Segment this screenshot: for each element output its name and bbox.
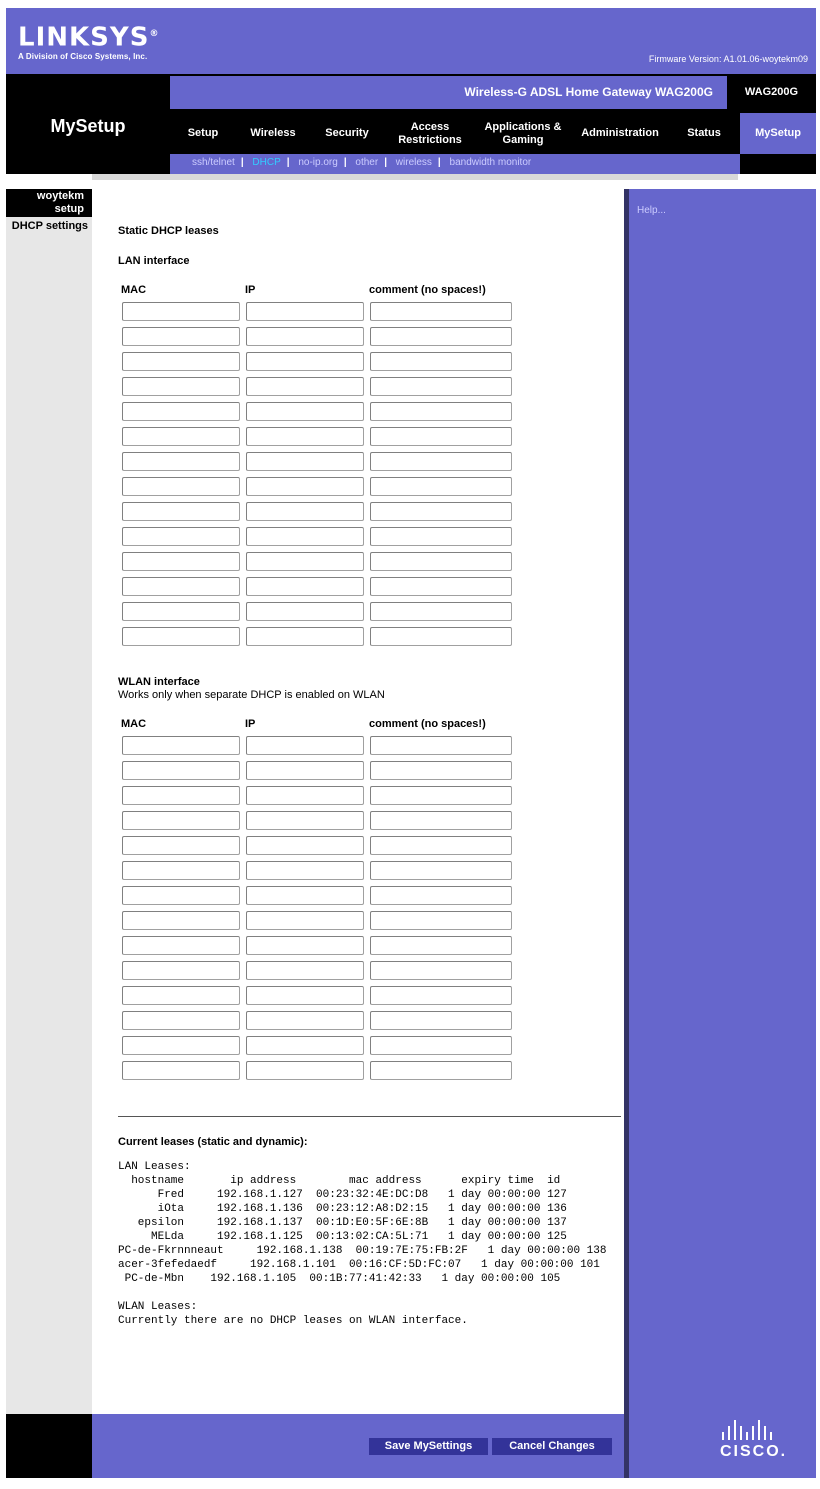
wlan-mac-field[interactable]	[122, 961, 240, 980]
lan-comment-field[interactable]	[370, 427, 512, 446]
lan-ip-field[interactable]	[246, 402, 364, 421]
lan-ip-field[interactable]	[246, 452, 364, 471]
registered-mark: ®	[149, 29, 160, 39]
wlan-mac-field[interactable]	[122, 911, 240, 930]
leases-divider	[118, 1116, 621, 1117]
nav-security[interactable]: Security	[325, 127, 369, 139]
lan-ip-field[interactable]	[246, 427, 364, 446]
wlan-ip-field[interactable]	[246, 861, 364, 880]
wlan-mac-field[interactable]	[122, 836, 240, 855]
subnav-bandwidth-monitor[interactable]: bandwidth monitor	[449, 157, 532, 168]
subnav-separator: |	[286, 157, 290, 168]
page-title: Static DHCP leases	[118, 225, 219, 237]
wlan-comment-field[interactable]	[370, 1036, 512, 1055]
lan-comment-field[interactable]	[370, 527, 512, 546]
wlan-comment-field[interactable]	[370, 1011, 512, 1030]
cisco-logo	[720, 1420, 787, 1461]
lan-ip-field[interactable]	[246, 602, 364, 621]
lan-col-ip: IP	[245, 284, 256, 296]
wlan-ip-field[interactable]	[246, 761, 364, 780]
lan-mac-field[interactable]	[122, 602, 240, 621]
wlan-mac-field[interactable]	[122, 811, 240, 830]
lan-comment-field[interactable]	[370, 402, 512, 421]
lan-mac-field[interactable]	[122, 402, 240, 421]
lan-ip-field[interactable]	[246, 377, 364, 396]
lan-ip-field[interactable]	[246, 352, 364, 371]
wlan-comment-field[interactable]	[370, 736, 512, 755]
wlan-col-ip: IP	[245, 718, 256, 730]
content-top-rule-highlight	[92, 180, 738, 183]
lan-comment-field[interactable]	[370, 327, 512, 346]
lan-ip-field[interactable]	[246, 527, 364, 546]
wlan-mac-field[interactable]	[122, 761, 240, 780]
wlan-ip-field[interactable]	[246, 986, 364, 1005]
wlan-ip-field[interactable]	[246, 1061, 364, 1080]
subnav-separator: |	[437, 157, 441, 168]
lan-ip-field[interactable]	[246, 477, 364, 496]
brand-name: LINKSYS	[18, 22, 150, 53]
wlan-mac-field[interactable]	[122, 936, 240, 955]
help-link[interactable]: Help...	[637, 205, 666, 216]
wlan-ip-field[interactable]	[246, 836, 364, 855]
wlan-col-comment: comment (no spaces!)	[369, 718, 486, 730]
wlan-comment-field[interactable]	[370, 811, 512, 830]
brand-tagline: A Division of Cisco Systems, Inc.	[18, 51, 148, 61]
lan-comment-field[interactable]	[370, 377, 512, 396]
wlan-ip-field[interactable]	[246, 1036, 364, 1055]
lan-mac-field[interactable]	[122, 552, 240, 571]
wlan-ip-field[interactable]	[246, 736, 364, 755]
lan-ip-field[interactable]	[246, 577, 364, 596]
nav-mysetup[interactable]: MySetup	[755, 127, 801, 139]
lan-mac-field[interactable]	[122, 627, 240, 646]
wlan-ip-field[interactable]	[246, 911, 364, 930]
subnav-separator: |	[343, 157, 347, 168]
cisco-wordmark: CISCO.	[720, 1443, 788, 1460]
lan-mac-field[interactable]	[122, 477, 240, 496]
wlan-mac-field[interactable]	[122, 1061, 240, 1080]
wlan-ip-field[interactable]	[246, 961, 364, 980]
subnav-ssh-telnet[interactable]: ssh/telnet	[192, 157, 235, 168]
lan-comment-field[interactable]	[370, 552, 512, 571]
nav-setup[interactable]: Setup	[187, 127, 219, 139]
lan-comment-field[interactable]	[370, 627, 512, 646]
subnav-wireless[interactable]: wireless	[395, 157, 432, 168]
wlan-mac-field[interactable]	[122, 786, 240, 805]
subnav-no-ip-org[interactable]: no-ip.org	[298, 157, 338, 168]
lan-ip-field[interactable]	[246, 502, 364, 521]
lan-mac-field[interactable]	[122, 577, 240, 596]
lan-mac-field[interactable]	[122, 527, 240, 546]
wlan-comment-field[interactable]	[370, 761, 512, 780]
nav-administration[interactable]: Administration	[581, 127, 659, 139]
wlan-note: Works only when separate DHCP is enabled on WLAN	[118, 689, 385, 701]
subnav-other[interactable]: other	[355, 157, 379, 168]
wlan-comment-field[interactable]	[370, 911, 512, 930]
wlan-ip-field[interactable]	[246, 786, 364, 805]
lan-mac-field[interactable]	[122, 427, 240, 446]
lan-comment-field[interactable]	[370, 302, 512, 321]
lan-comment-field[interactable]	[370, 502, 512, 521]
linksys-logo	[18, 20, 159, 61]
wlan-mac-field[interactable]	[122, 861, 240, 880]
lan-col-mac: MAC	[121, 284, 147, 296]
wlan-ip-field[interactable]	[246, 1011, 364, 1030]
wlan-mac-field[interactable]	[122, 986, 240, 1005]
sidebar-heading: woytekm setup	[6, 189, 92, 217]
header-bar	[6, 8, 816, 74]
lan-mac-field[interactable]	[122, 452, 240, 471]
wlan-mac-field[interactable]	[122, 1036, 240, 1055]
left-sidebar	[6, 189, 92, 1414]
sidebar-item-dhcp-settings: DHCP settings	[11, 220, 88, 232]
wlan-ip-field[interactable]	[246, 886, 364, 905]
lan-comment-field[interactable]	[370, 477, 512, 496]
lan-ip-field[interactable]	[246, 302, 364, 321]
wlan-comment-field[interactable]	[370, 836, 512, 855]
nav-applications-gaming[interactable]: Applications & Gaming	[484, 120, 562, 146]
wlan-ip-field[interactable]	[246, 811, 364, 830]
model-name: WAG200G	[727, 76, 816, 109]
current-leases-list: LAN Leases: hostname ip address mac address expiry time id Fred 192.168.1.127 00:23:32:4E:DC:D8 1 day 00:00:00 127 iOta 192.168.1.136 00:23:12:A8:D2:15 1 day 00:00:00 136 epsilon 192.168.1.137 00:1D:E0:5F:6E:8B 1 day 00:00:00 137 MELda 192.168.1.125 00:13:02:CA:5L:71 1 day 00:00:00 125 PC-de-Fkrnnneaut 192.168.1.138 00:19:7E:75:FB:2F 1 day 00:00:00 138 acer-3fefedaedf 192.168.1.101 00:16:CF:5D:FC:07 1 day 00:00:00 101 PC-de-Mbn 192.168.1.105 00:1B:77:41:42:33 1 day 00:00:00 105 WLAN Leases: Currently there are no DHCP leases on WLAN interface.	[118, 1161, 607, 1327]
wlan-mac-field[interactable]	[122, 886, 240, 905]
wlan-col-mac: MAC	[121, 718, 147, 730]
wlan-comment-field[interactable]	[370, 961, 512, 980]
lan-ip-field[interactable]	[246, 552, 364, 571]
nav-status[interactable]: Status	[687, 127, 721, 139]
firmware-version: Firmware Version: A1.01.06-woytekm09	[648, 54, 808, 64]
wlan-comment-field[interactable]	[370, 986, 512, 1005]
help-panel-shadow	[624, 189, 629, 1478]
wlan-comment-field[interactable]	[370, 861, 512, 880]
cisco-bars-icon	[720, 1420, 787, 1440]
lan-mac-field[interactable]	[122, 502, 240, 521]
help-panel	[624, 189, 816, 1478]
wlan-interface-title: WLAN interface	[118, 676, 200, 688]
lan-interface-title: LAN interface	[118, 255, 190, 267]
subnav-separator: |	[384, 157, 388, 168]
wlan-comment-field[interactable]	[370, 886, 512, 905]
subnav-dhcp[interactable]: DHCP	[252, 157, 281, 168]
wlan-mac-field[interactable]	[122, 1011, 240, 1030]
nav-access-restrictions[interactable]: Access Restrictions	[398, 120, 462, 146]
nav-wireless[interactable]: Wireless	[250, 127, 296, 139]
lan-ip-field[interactable]	[246, 627, 364, 646]
footer-left	[6, 1414, 92, 1478]
cancel-button[interactable]: Cancel Changes	[492, 1438, 612, 1455]
section-title: MySetup	[50, 116, 126, 136]
wlan-comment-field[interactable]	[370, 936, 512, 955]
lan-ip-field[interactable]	[246, 327, 364, 346]
lan-mac-field[interactable]	[122, 377, 240, 396]
lan-mac-field[interactable]	[122, 302, 240, 321]
lan-col-comment: comment (no spaces!)	[369, 284, 486, 296]
lan-comment-field[interactable]	[370, 577, 512, 596]
wlan-comment-field[interactable]	[370, 1061, 512, 1080]
lan-comment-field[interactable]	[370, 352, 512, 371]
lan-comment-field[interactable]	[370, 602, 512, 621]
sub-nav	[170, 154, 740, 174]
lan-mac-field[interactable]	[122, 327, 240, 346]
current-leases-title: Current leases (static and dynamic):	[118, 1136, 308, 1148]
subnav-separator: |	[240, 157, 244, 168]
wlan-ip-field[interactable]	[246, 936, 364, 955]
lan-comment-field[interactable]	[370, 452, 512, 471]
lan-mac-field[interactable]	[122, 352, 240, 371]
save-button[interactable]: Save MySettings	[369, 1438, 488, 1455]
wlan-comment-field[interactable]	[370, 786, 512, 805]
wlan-mac-field[interactable]	[122, 736, 240, 755]
product-name: Wireless-G ADSL Home Gateway WAG200G	[170, 76, 727, 109]
